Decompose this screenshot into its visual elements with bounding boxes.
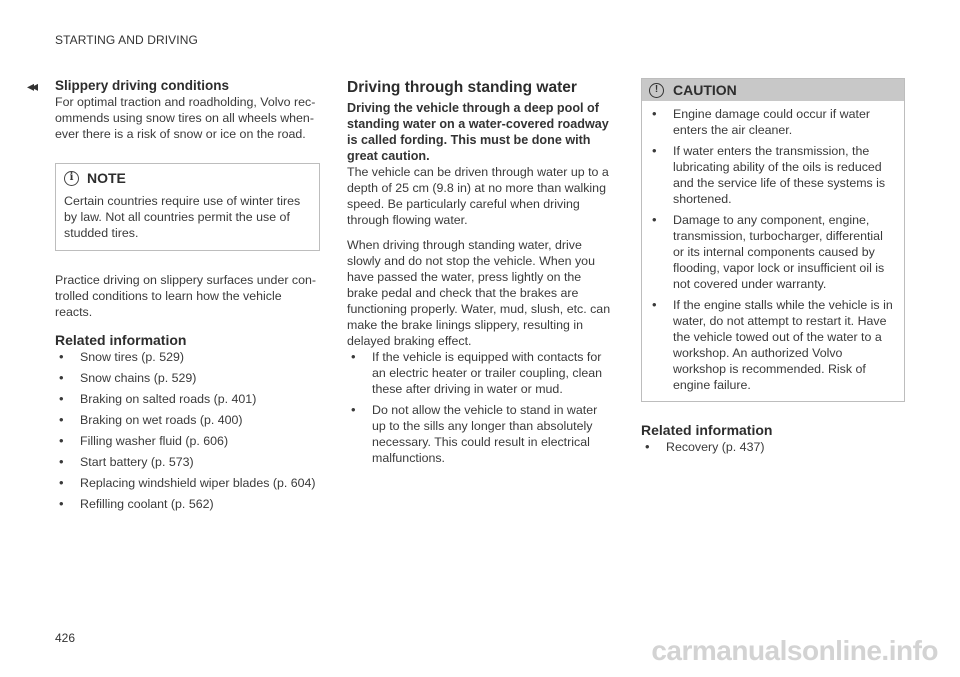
page-number: 426 (55, 631, 76, 645)
note-text: Certain countries require use of winter tires by law. Not all countries permit the use of studded tires. (64, 194, 301, 240)
related-heading: Related information (55, 332, 187, 348)
related-link[interactable]: • Filling washer fluid (p. 606) (55, 433, 320, 449)
caution-list (648, 106, 896, 393)
note-header (56, 164, 319, 187)
related-link[interactable]: • Recovery (p. 437) (641, 439, 905, 455)
info-icon: i (64, 171, 79, 186)
caution-header (642, 79, 904, 101)
related-list (641, 439, 905, 455)
note-box (55, 163, 320, 251)
related-list (55, 349, 320, 512)
section-title-slippery: Slippery driving conditions (55, 78, 230, 93)
related-link[interactable]: • Replacing windshield wiper blades (p. 604) (55, 475, 320, 491)
note-label: NOTE (87, 170, 126, 186)
column-slippery-conditions (55, 78, 320, 517)
warning-icon: ! (649, 83, 664, 98)
list-item: • Engine damage could occur if water enters the air cleaner. (648, 106, 896, 138)
related-link[interactable]: • Snow chains (p. 529) (55, 370, 320, 386)
standing-water-bullets (347, 349, 614, 466)
section-title-standing-water: Driving through standing water (347, 79, 577, 96)
list-item: • If the engine stalls while the vehicle is in water, do not attempt to restart it. Have the vehicle towed out of the water to a workshop. An authorized Volvo workshop is recommended. Risk of engine failure. (648, 297, 896, 393)
column-caution (641, 78, 905, 460)
standing-water-p2: When driving through standing water, drive slowly and do not stop the vehicle. When you have passed the water, press lightly on the brake pedal and check that the brakes are functioning properly. Water, mud, slush, etc. can make the brake linings slippery, resulting in delayed braking effect. (347, 238, 611, 348)
column-standing-water (347, 78, 614, 471)
standing-water-lead: Driving the vehicle through a deep pool of standing water on a water-covered roadway is called fording. This must be done with great caution. (347, 101, 609, 163)
related-link[interactable]: • Start battery (p. 573) (55, 454, 320, 470)
standing-water-p1: The vehicle can be driven through water up to a depth of 25 cm (9.8 in) at no more than walking speed. Be particularly careful when driving through flowing water. (347, 165, 609, 227)
related-heading: Related information (641, 422, 773, 438)
related-link[interactable]: • Braking on wet roads (p. 400) (55, 412, 320, 428)
related-link[interactable]: • Braking on salted roads (p. 401) (55, 391, 320, 407)
related-link[interactable]: • Refilling coolant (p. 562) (55, 496, 320, 512)
list-item: • If water enters the transmission, the lubricating ability of the oils is reduced and the service life of these systems is shortened. (648, 143, 896, 207)
previous-page-marker-icon[interactable]: ◂◂ (27, 78, 36, 94)
section-header: STARTING AND DRIVING (55, 33, 198, 47)
caution-body (642, 101, 904, 401)
caution-box (641, 78, 905, 402)
related-link[interactable]: • Snow tires (p. 529) (55, 349, 320, 365)
list-item: • Do not allow the vehicle to stand in water up to the sills any longer than absolutely necessary. This could result in electrical malfunctions. (347, 402, 614, 466)
caution-label: CAUTION (673, 82, 737, 98)
slippery-intro: For optimal traction and roadholding, Volvo recommends using snow tires on all wheels whenever there is a risk of snow or ice on the road. (55, 95, 316, 141)
watermark: carmanualsonline.info (651, 635, 938, 666)
list-item: • If the vehicle is equipped with contacts for an electric heater or trailer coupling, clean these after driving in water or mud. (347, 349, 614, 397)
practice-paragraph: Practice driving on slippery surfaces under controlled conditions to learn how the vehicle reacts. (55, 273, 317, 319)
list-item: • Damage to any component, engine, transmission, turbocharger, differential or its internal components caused by flooding, vapor lock or insufficient oil is not covered under warranty. (648, 212, 896, 292)
